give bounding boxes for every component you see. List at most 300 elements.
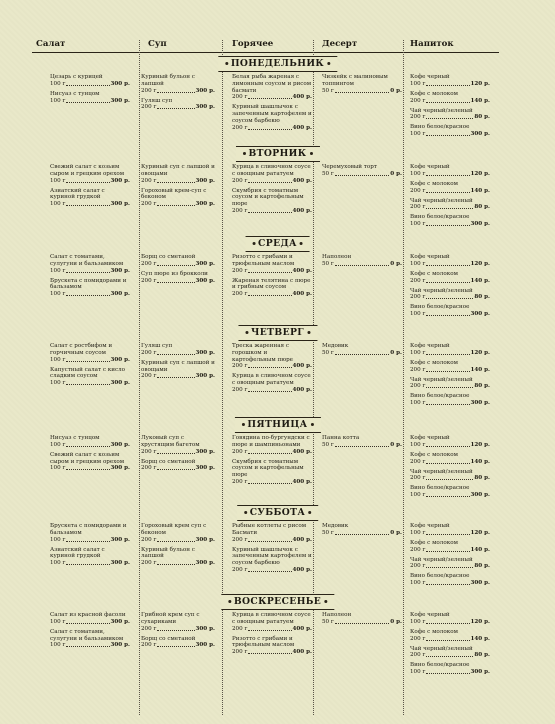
- menu-item: [141, 612, 215, 633]
- portion-weight: 200 г: [141, 277, 157, 284]
- dish-price: 300 р.: [110, 642, 130, 649]
- price-line: [141, 261, 215, 268]
- portion-weight: 100 г: [410, 669, 426, 676]
- menu-item: [50, 523, 130, 544]
- dot-leader: [426, 404, 469, 405]
- dish-price: 300 р.: [110, 177, 130, 184]
- dish-price: 400 р.: [292, 448, 312, 455]
- dish-name: Медовик: [322, 523, 349, 529]
- price-line: [410, 475, 490, 482]
- menu-item: [410, 646, 490, 660]
- menu-item: [141, 636, 215, 650]
- menu-item: [410, 662, 490, 676]
- dish-price: 0 р.: [390, 618, 402, 625]
- dot-leader: [426, 623, 469, 624]
- price-line: [141, 537, 215, 544]
- menu-item: [322, 74, 402, 95]
- dish-price: 400 р.: [292, 386, 312, 393]
- column-main: [232, 435, 312, 489]
- dot-leader: [248, 295, 291, 296]
- menu-item: [141, 523, 215, 544]
- price-line: [50, 357, 130, 364]
- dot-leader: [426, 534, 469, 535]
- dish-price: 0 р.: [390, 87, 402, 94]
- dot-leader: [248, 653, 291, 654]
- bullet-icon: [300, 242, 303, 245]
- portion-weight: 200 г: [410, 366, 426, 373]
- dish-name: Куриный шашлычок с запеченным картофелем и соусом барбекю: [232, 546, 312, 567]
- menu-item: [410, 271, 490, 285]
- menu-item: [410, 469, 490, 483]
- portion-weight: 100 г: [50, 560, 66, 567]
- price-line: [232, 649, 312, 656]
- dot-leader: [426, 135, 469, 136]
- menu-item: [141, 547, 215, 568]
- portion-weight: 200 г: [141, 560, 157, 567]
- dish-name: Треска жаренная с горошком и картофельным пюре: [232, 343, 293, 363]
- dot-leader: [248, 129, 291, 130]
- dish-price: 400 р.: [292, 566, 312, 573]
- price-line: [410, 547, 490, 554]
- portion-weight: 200 г: [141, 349, 157, 356]
- price-line: [232, 291, 312, 298]
- dish-name: Нисуаз с тунцом: [50, 435, 100, 441]
- portion-weight: 100 г: [50, 441, 66, 448]
- price-line: [50, 268, 130, 275]
- menu-item: [141, 188, 215, 209]
- dish-name: Кофе с молоком: [410, 359, 458, 366]
- price-line: [141, 88, 215, 95]
- menu-item: [232, 254, 312, 275]
- price-line: [232, 268, 312, 275]
- dish-price: 300 р.: [110, 80, 130, 87]
- menu-item: [410, 198, 490, 212]
- portion-weight: 200 г: [410, 383, 426, 390]
- dish-name: Гуляш суп: [141, 97, 173, 104]
- portion-weight: 100 г: [410, 170, 426, 177]
- dish-name: Борщ со сметаной: [141, 458, 196, 465]
- portion-weight: 200 г: [232, 207, 248, 214]
- column-divider: [403, 40, 404, 715]
- price-line: [232, 567, 312, 574]
- price-line: [50, 380, 130, 387]
- dot-leader: [248, 212, 291, 213]
- dish-name: Кофе с молоком: [410, 270, 458, 277]
- bullet-icon: [311, 423, 314, 426]
- dish-name: Говядина по-бургундски с пюре и шампиньонами: [232, 435, 310, 448]
- dish-price: 0 р.: [390, 260, 402, 267]
- menu-item: [410, 612, 490, 626]
- dish-price: 300 р.: [195, 536, 215, 543]
- price-line: [141, 104, 215, 111]
- price-line: [232, 363, 312, 370]
- menu-item: [410, 573, 490, 587]
- price-line: [410, 311, 490, 318]
- price-line: [410, 652, 490, 659]
- dish-price: 300 р.: [110, 267, 130, 274]
- portion-weight: 200 г: [232, 478, 248, 485]
- price-line: [322, 530, 402, 537]
- column-salad: [50, 435, 130, 475]
- price-line: [50, 98, 130, 105]
- column-salad: [50, 523, 130, 570]
- price-line: [410, 492, 490, 499]
- dish-price: 80 р.: [474, 204, 490, 211]
- portion-weight: 200 г: [410, 204, 426, 211]
- dish-price: 300 р.: [110, 291, 130, 298]
- menu-item: [50, 91, 130, 105]
- dot-leader: [157, 541, 194, 542]
- portion-weight: 200 г: [232, 448, 248, 455]
- menu-item: [410, 254, 490, 268]
- day-title: [238, 325, 317, 341]
- price-line: [410, 204, 490, 211]
- portion-weight: 100 г: [410, 80, 426, 87]
- dish-name: Брускета с помидорами и бальзамом: [50, 523, 127, 536]
- price-line: [410, 459, 490, 466]
- dish-price: 400 р.: [292, 478, 312, 485]
- column-dessert: [322, 435, 402, 452]
- dot-leader: [426, 118, 473, 119]
- dish-name: Ризотто с грибами и трюфельным маслом: [232, 635, 295, 649]
- dish-name: Кофе с молоком: [410, 90, 458, 97]
- portion-weight: 200 г: [141, 104, 157, 111]
- dot-leader: [157, 182, 194, 183]
- dot-leader: [248, 483, 291, 484]
- price-line: [141, 465, 215, 472]
- dot-leader: [335, 534, 389, 535]
- portion-weight: 200 г: [232, 267, 248, 274]
- day-band: [0, 594, 555, 608]
- dot-leader: [157, 108, 194, 109]
- price-line: [410, 188, 490, 195]
- portion-weight: 50 г: [322, 170, 334, 177]
- dot-leader: [66, 646, 109, 647]
- dish-price: 300 р.: [195, 373, 215, 380]
- dot-leader: [426, 208, 473, 209]
- price-line: [410, 400, 490, 407]
- dot-leader: [426, 175, 469, 176]
- bullet-icon: [245, 331, 248, 334]
- portion-weight: 50 г: [322, 441, 334, 448]
- dot-leader: [426, 298, 473, 299]
- menu-item: [232, 459, 312, 486]
- dish-price: 300 р.: [195, 201, 215, 208]
- dish-price: 140 р.: [470, 635, 490, 642]
- portion-weight: 200 г: [141, 465, 157, 472]
- dot-leader: [248, 541, 291, 542]
- portion-weight: 200 г: [410, 97, 426, 104]
- dot-leader: [335, 92, 389, 93]
- price-line: [410, 261, 490, 268]
- menu-item: [141, 98, 215, 112]
- menu-item: [141, 435, 215, 456]
- dish-price: 140 р.: [470, 546, 490, 553]
- dot-leader: [66, 469, 109, 470]
- menu-item: [50, 343, 130, 364]
- dish-name: Луковый суп с хрустящим багетом: [141, 435, 200, 448]
- day-name: ВОСКРЕСЕНЬЕ: [233, 596, 322, 607]
- portion-weight: 200 г: [141, 642, 157, 649]
- day-title: [237, 505, 319, 521]
- menu-item: [141, 343, 215, 357]
- dish-name: Салат с томатами, сулугуни и бальзамиком: [50, 628, 124, 642]
- day-band: [0, 236, 555, 250]
- dot-leader: [66, 102, 109, 103]
- dot-leader: [248, 453, 291, 454]
- dish-name: Чай черный/зеленый: [410, 287, 473, 294]
- dish-name: Азиатский салат с куриной грудкой: [50, 187, 105, 201]
- portion-weight: 100 г: [410, 529, 426, 536]
- column-salad: [50, 612, 130, 652]
- column-soup: [141, 164, 215, 211]
- dot-leader: [426, 265, 469, 266]
- dot-leader: [66, 272, 109, 273]
- day-name: ЧЕТВЕРГ: [250, 327, 305, 338]
- dish-price: 300 р.: [110, 618, 130, 625]
- day-title: [221, 594, 334, 610]
- price-line: [50, 81, 130, 88]
- dot-leader: [157, 282, 194, 283]
- portion-weight: 200 г: [141, 260, 157, 267]
- price-line: [141, 560, 215, 567]
- dot-leader: [66, 85, 109, 86]
- price-line: [410, 98, 490, 105]
- dish-name: Чай черный/зеленый: [410, 107, 473, 114]
- dish-name: Суп пюре из брокколи: [141, 270, 208, 277]
- portion-weight: 200 г: [410, 546, 426, 553]
- portion-weight: 200 г: [232, 649, 248, 656]
- dish-name: Нисуаз с тунцом: [50, 90, 100, 97]
- header-salad: Салат: [36, 39, 66, 49]
- menu-item: [232, 547, 312, 574]
- dish-name: Вино белое/красное: [410, 214, 470, 221]
- column-drink: [410, 74, 490, 141]
- dish-price: 400 р.: [292, 363, 312, 370]
- column-soup: [141, 523, 215, 570]
- dot-leader: [157, 469, 194, 470]
- dish-name: Вино белое/красное: [410, 573, 470, 580]
- menu-item: [232, 636, 312, 657]
- dish-price: 300 р.: [470, 311, 490, 318]
- dot-leader: [157, 92, 194, 93]
- dish-name: Вино белое/красное: [410, 304, 470, 311]
- portion-weight: 200 г: [141, 201, 157, 208]
- dish-name: Наполеон: [322, 254, 352, 260]
- portion-weight: 100 г: [410, 221, 426, 228]
- bullet-icon: [225, 62, 228, 65]
- dish-name: Куриный бульон с лапшой: [141, 546, 195, 560]
- dot-leader: [66, 205, 109, 206]
- price-line: [50, 560, 130, 567]
- dish-name: Кофе с молоком: [410, 628, 458, 635]
- day-title: [235, 146, 319, 162]
- portion-weight: 200 г: [141, 625, 157, 632]
- menu-item: [322, 435, 402, 449]
- dish-price: 300 р.: [195, 277, 215, 284]
- price-line: [232, 537, 312, 544]
- menu-item: [141, 271, 215, 285]
- day-name: ВТОРНИК: [248, 148, 307, 159]
- price-line: [322, 171, 402, 178]
- price-line: [50, 291, 130, 298]
- price-line: [322, 350, 402, 357]
- menu-item: [410, 181, 490, 195]
- price-line: [410, 367, 490, 374]
- dish-price: 80 р.: [474, 114, 490, 121]
- menu-item: [141, 74, 215, 95]
- dish-name: Чай черный/зеленый: [410, 556, 473, 563]
- bullet-icon: [252, 242, 255, 245]
- dot-leader: [426, 551, 469, 552]
- dish-name: Цезарь с курицей: [50, 74, 103, 80]
- dish-name: Салат с ростбифом и горчичным соусом: [50, 343, 113, 356]
- menu-item: [232, 523, 312, 544]
- dish-name: Скумбрия с томатным соусом и картофельным пюре: [232, 458, 304, 479]
- dot-leader: [426, 371, 469, 372]
- column-drink: [410, 523, 490, 590]
- portion-weight: 100 г: [410, 400, 426, 407]
- dot-leader: [426, 567, 473, 568]
- dish-name: Куриный бульон с лапшой: [141, 74, 195, 87]
- column-dessert: [322, 254, 402, 271]
- menu-item: [141, 254, 215, 268]
- dish-price: 400 р.: [292, 649, 312, 656]
- dish-name: Куриный шашлычок с запеченным картофелем и соусом барбекю: [232, 104, 312, 124]
- dish-name: Гороховый крем-суп с беконом: [141, 187, 207, 201]
- dish-price: 400 р.: [292, 291, 312, 298]
- menu-item: [410, 377, 490, 391]
- price-line: [50, 642, 130, 649]
- price-line: [141, 642, 215, 649]
- dot-leader: [157, 377, 194, 378]
- menu-item: [410, 214, 490, 228]
- menu-item: [50, 367, 130, 388]
- dish-price: 300 р.: [110, 380, 130, 387]
- price-line: [410, 294, 490, 301]
- column-soup: [141, 74, 215, 114]
- portion-weight: 200 г: [410, 563, 426, 570]
- dish-price: 300 р.: [195, 260, 215, 267]
- dish-name: Курица в сливочном соусе с овощным рататуем: [232, 373, 311, 387]
- portion-weight: 200 г: [232, 386, 248, 393]
- dot-leader: [157, 205, 194, 206]
- column-salad: [50, 74, 130, 108]
- price-line: [410, 563, 490, 570]
- dish-price: 120 р.: [470, 529, 490, 536]
- portion-weight: 200 г: [232, 124, 248, 131]
- dish-price: 0 р.: [390, 529, 402, 536]
- portion-weight: 50 г: [322, 529, 334, 536]
- dish-price: 80 р.: [474, 383, 490, 390]
- dot-leader: [426, 225, 469, 226]
- price-line: [410, 131, 490, 138]
- dot-leader: [248, 630, 291, 631]
- bullet-icon: [242, 152, 245, 155]
- dish-price: 300 р.: [110, 465, 130, 472]
- portion-weight: 200 г: [141, 536, 157, 543]
- dot-leader: [157, 453, 194, 454]
- price-line: [232, 178, 312, 185]
- dish-price: 300 р.: [195, 625, 215, 632]
- dish-name: Вино белое/красное: [410, 662, 470, 669]
- dot-leader: [426, 656, 473, 657]
- dot-leader: [426, 479, 473, 480]
- column-divider: [222, 40, 223, 715]
- column-main: [232, 343, 312, 397]
- column-soup: [141, 435, 215, 475]
- price-line: [232, 387, 312, 394]
- menu-item: [410, 485, 490, 499]
- dish-name: Гуляш суп: [141, 343, 173, 349]
- dot-leader: [426, 584, 469, 585]
- price-line: [410, 383, 490, 390]
- menu-item: [410, 124, 490, 138]
- menu-item: [50, 629, 130, 650]
- menu-item: [232, 612, 312, 633]
- portion-weight: 100 г: [410, 349, 426, 356]
- column-soup: [141, 612, 215, 652]
- portion-weight: 50 г: [322, 349, 334, 356]
- price-line: [232, 449, 312, 456]
- dish-price: 300 р.: [470, 400, 490, 407]
- dot-leader: [66, 361, 109, 362]
- menu-item: [232, 74, 312, 101]
- dish-name: Кофе черный: [410, 523, 450, 529]
- day-band: [0, 146, 555, 160]
- dish-price: 0 р.: [390, 441, 402, 448]
- price-line: [232, 94, 312, 101]
- dish-price: 120 р.: [470, 80, 490, 87]
- dish-price: 400 р.: [292, 625, 312, 632]
- day-band: [0, 417, 555, 431]
- price-line: [141, 350, 215, 357]
- price-line: [141, 278, 215, 285]
- column-divider: [313, 40, 314, 715]
- dish-name: Кофе с молоком: [410, 539, 458, 546]
- dot-leader: [335, 265, 389, 266]
- dot-leader: [335, 175, 389, 176]
- menu-item: [322, 254, 402, 268]
- dot-leader: [157, 564, 194, 565]
- column-main: [232, 523, 312, 577]
- dish-price: 300 р.: [470, 221, 490, 228]
- dish-price: 400 р.: [292, 536, 312, 543]
- price-line: [50, 465, 130, 472]
- dot-leader: [335, 354, 389, 355]
- column-dessert: [322, 612, 402, 629]
- portion-weight: 200 г: [410, 114, 426, 121]
- portion-weight: 100 г: [410, 441, 426, 448]
- dish-name: Чай черный/зеленый: [410, 645, 473, 652]
- dish-name: Салат из красной фасоли: [50, 612, 126, 618]
- dish-price: 120 р.: [470, 170, 490, 177]
- price-line: [141, 178, 215, 185]
- dish-price: 400 р.: [292, 94, 312, 101]
- menu-item: [410, 540, 490, 554]
- header-drink: Напиток: [410, 39, 454, 49]
- day-name: СУББОТА: [249, 507, 306, 518]
- dish-price: 300 р.: [110, 560, 130, 567]
- price-line: [410, 81, 490, 88]
- portion-weight: 100 г: [50, 177, 66, 184]
- price-line: [410, 442, 490, 449]
- bullet-icon: [228, 600, 231, 603]
- dish-name: Курица в сливочном соусе с овощным рататуем: [232, 164, 311, 177]
- column-header-row: [32, 36, 499, 53]
- dish-price: 140 р.: [470, 277, 490, 284]
- dot-leader: [66, 182, 109, 183]
